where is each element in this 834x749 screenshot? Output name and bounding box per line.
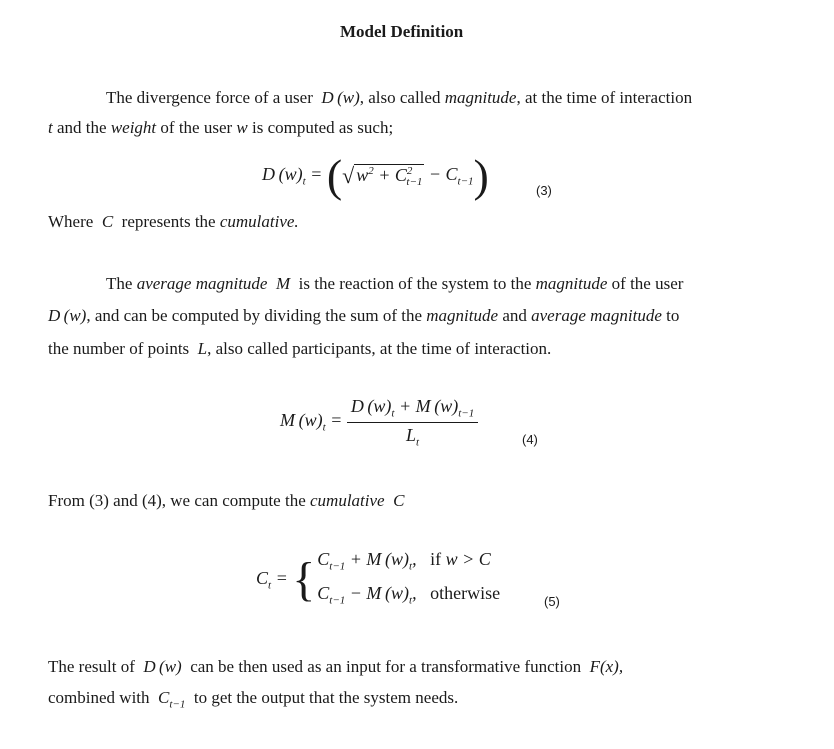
equation-3: D $(w)_t$ = ( √ $w^2 + C^2_{t-1}$ − $C_{t-1}$ ) [262,150,489,201]
paragraph-2-line-1: The average magnitude M is the reaction of the system to the magnitude of the user [106,274,684,293]
final-paragraph-line-2: combined with $C_{t-1}$ to get the output that the system needs. [48,688,459,711]
paragraph-1-line-2: t and the weight of the user w is computed as such; [48,118,394,137]
math-L: L [193,339,208,358]
math-D-w-3: D (w) [139,657,186,676]
math-w: w [236,118,248,137]
math-D-w: D (w) [317,88,360,107]
math-C: C [97,212,118,231]
paragraph-2-line-2: D (w), and can be computed by dividing the sum of the magnitude and average magnitude to [48,306,680,325]
math-D-w-2: D (w) [48,306,87,325]
equation-5-case-2: $C_{t-1} - M$ $(w)_t$, otherwise [317,582,501,607]
paragraph-2-line-3: the number of points L, also called participants, at the time of interaction. [48,339,552,358]
math-C-t-1: $C_{t-1}$ [153,688,186,711]
math-t: t [48,118,53,137]
math-C-2: C [388,491,405,510]
equation-5-number: (5) [544,594,560,609]
page-title: Model Definition [340,22,464,41]
final-paragraph-line-1: The result of D (w) can be then used as an input for a transformative function F(x), [48,657,624,676]
equation-4-number: (4) [522,432,538,447]
paragraph-1-line-1: The divergence force of a user D (w), also called magnitude, at the time of interaction [106,88,693,107]
equation-5-case-1: $C_{t-1} + M$ $(w)_t$, if w > C [317,549,491,573]
equation-3-number: (3) [536,183,552,198]
equation-5: $C_t$ = { $C_{t-1} + M$ $(w)_t$, if w > C $C_{t-1} - M$ $(w)_t$, otherwise [256,546,500,613]
math-F-x: F(x), [585,657,624,676]
equation-4: M $(w)_t$ = $\frac{D (w)_t + M (w)_{t-1}}{L_t}$ [280,396,478,448]
math-M: M [271,274,295,293]
where-line: Where C represents the cumulative. [48,212,299,231]
from-line: From (3) and (4), we can compute the cumulative C [48,491,405,510]
